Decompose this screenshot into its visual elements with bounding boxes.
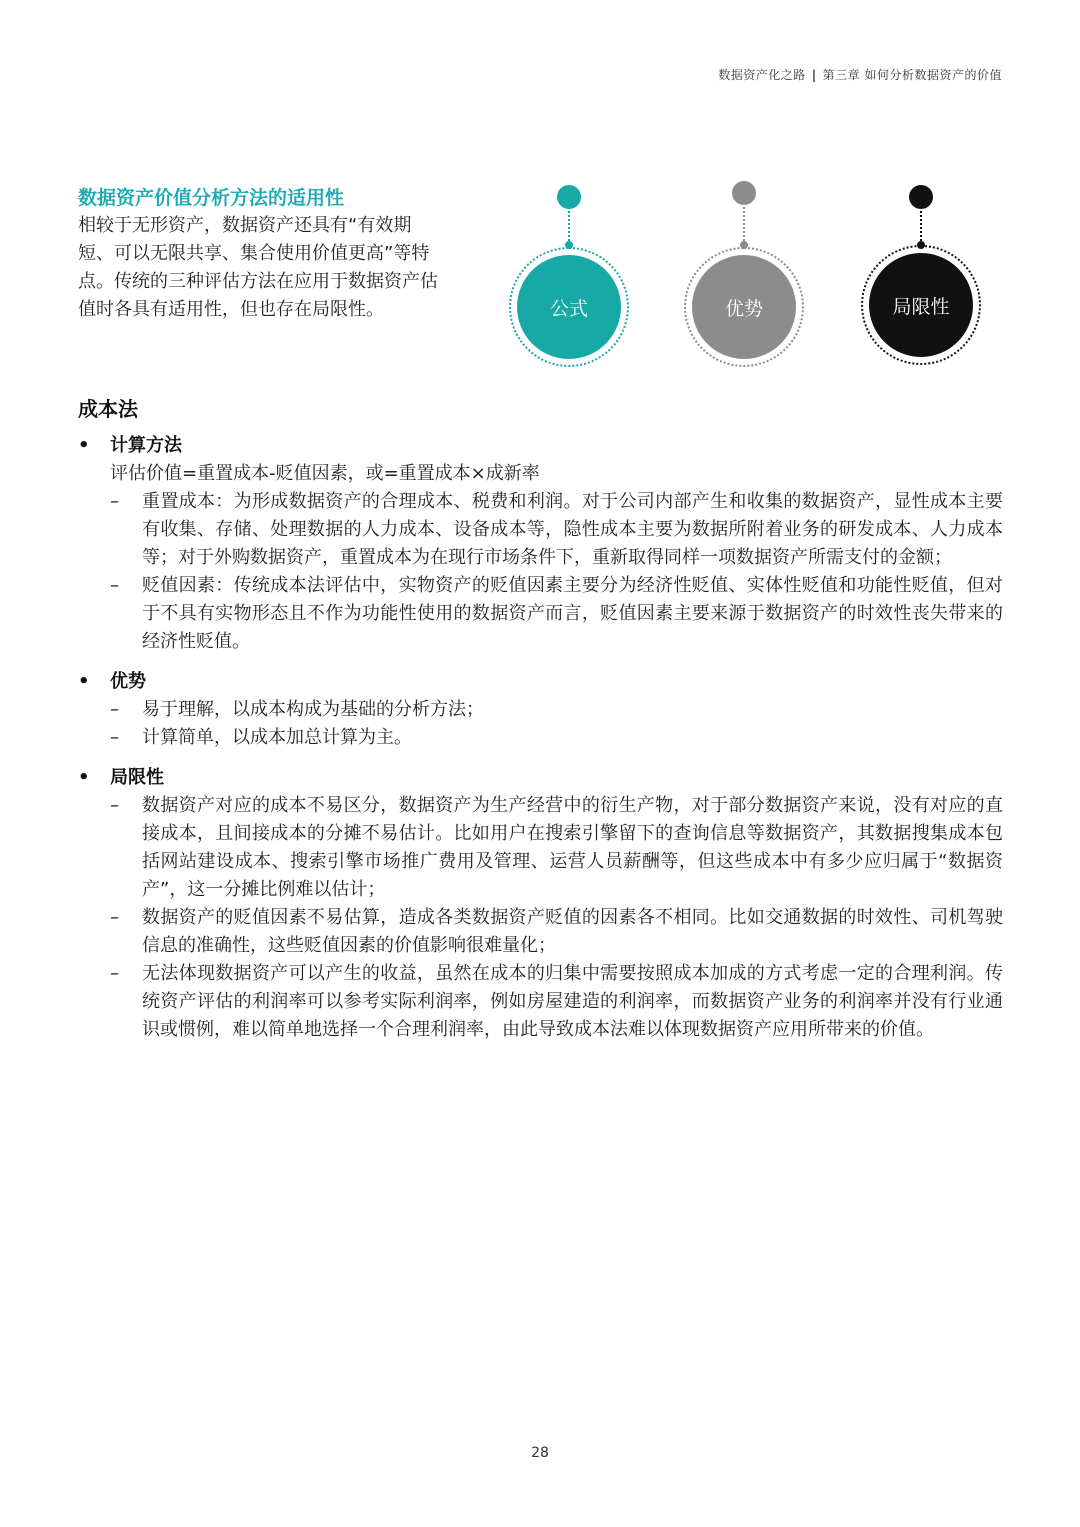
limitation-circle xyxy=(852,175,992,375)
advantage-top-dot xyxy=(732,181,756,205)
section-title: 成本法 xyxy=(78,397,138,421)
limitation-label: 局限性 xyxy=(892,295,950,318)
dash-item: – 贬值因素：传统成本法评估中，实物资产的贬值因素主要分为经济性贬值、实体性贬值和功能性贬值，但对于不具有实物形态且不作为功能性使用的数据资产而言，贬值因素主要来源于数据资产的时效性丧失带来的经济性贬值。 xyxy=(78,572,1003,656)
formula-connector xyxy=(568,211,570,241)
advantage-connector xyxy=(743,207,745,241)
formula-top-dot xyxy=(557,185,581,209)
page-number: 28 xyxy=(531,1445,549,1461)
header-chapter-title: 第三章 如何分析数据资产的价值 xyxy=(822,68,1002,82)
formula-line: 评估价值=重置成本-贬值因素，或=重置成本×成新率 xyxy=(110,463,540,484)
dash-item: – 计算简单，以成本加总计算为主。 xyxy=(78,724,1003,752)
advantage-circle xyxy=(675,175,815,375)
bullet-advantage xyxy=(78,668,1003,752)
formula-circle xyxy=(500,175,640,375)
formula-label: 公式 xyxy=(549,297,588,320)
limitation-connector xyxy=(920,211,922,241)
formula-core xyxy=(517,255,621,359)
bullet-calculation xyxy=(78,432,1003,656)
dash-item: – 数据资产的贬值因素不易估算，造成各类数据资产贬值的因素各不相同。比如交通数据的时效性、司机驾驶信息的准确性，这些贬值因素的价值影响很难量化； xyxy=(78,904,1003,960)
dash-item: – 数据资产对应的成本不易区分，数据资产为生产经营中的衍生产物，对于部分数据资产来说，没有对应的直接成本，且间接成本的分摊不易估计。比如用户在搜索引擎留下的查询信息等数据资产，其数据搜集成本包括网站建设成本、搜索引擎市场推广费用及管理、运营人员薪酬等，但这些成本中有多少应归属于“数据资产”，这一分摊比例难以估计； xyxy=(78,792,1003,904)
bullet-limitation xyxy=(78,764,1003,1044)
intro-paragraph: 相较于无形资产，数据资产还具有“有效期短、可以无限共享、集合使用价值更高”等特点。传统的三种评估方法在应用于数据资产估值时各具有适用性，但也存在局限性。 xyxy=(78,215,438,320)
advantage-label: 优势 xyxy=(724,297,763,320)
header-separator: | xyxy=(811,68,817,82)
limitation-top-dot xyxy=(909,185,933,209)
bullet-heading: • 局限性 xyxy=(78,764,1003,792)
section-body xyxy=(78,432,1003,1056)
circle-diagram xyxy=(500,175,1000,375)
limitation-core xyxy=(869,253,973,357)
advantage-core xyxy=(692,255,796,359)
header-book-title: 数据资产化之路 xyxy=(718,68,806,82)
intro-title: 数据资产价值分析方法的适用性 xyxy=(78,187,345,209)
dash-item: – 重置成本：为形成数据资产的合理成本、税费和利润。对于公司内部产生和收集的数据资产，显性成本主要有收集、存储、处理数据的人力成本、设备成本等，隐性成本主要为数据所附着业务的研发成本、人力成本等；对于外购数据资产，重置成本为在现行市场条件下，重新取得同样一项数据资产所需支付的金额； xyxy=(78,488,1003,572)
bullet-heading: • 优势 xyxy=(78,668,1003,696)
bullet-heading: • 计算方法 xyxy=(78,432,1003,460)
dash-item: – 无法体现数据资产可以产生的收益，虽然在成本的归集中需要按照成本加成的方式考虑一定的合理利润。传统资产评估的利润率可以参考实际利润率，例如房屋建造的利润率，而数据资产业务的利润率并没有行业通识或惯例，难以简单地选择一个合理利润率，由此导致成本法难以体现数据资产应用所带来的价值。 xyxy=(78,960,1003,1044)
dash-item: – 易于理解，以成本构成为基础的分析方法； xyxy=(78,696,1003,724)
running-header xyxy=(718,66,1002,83)
